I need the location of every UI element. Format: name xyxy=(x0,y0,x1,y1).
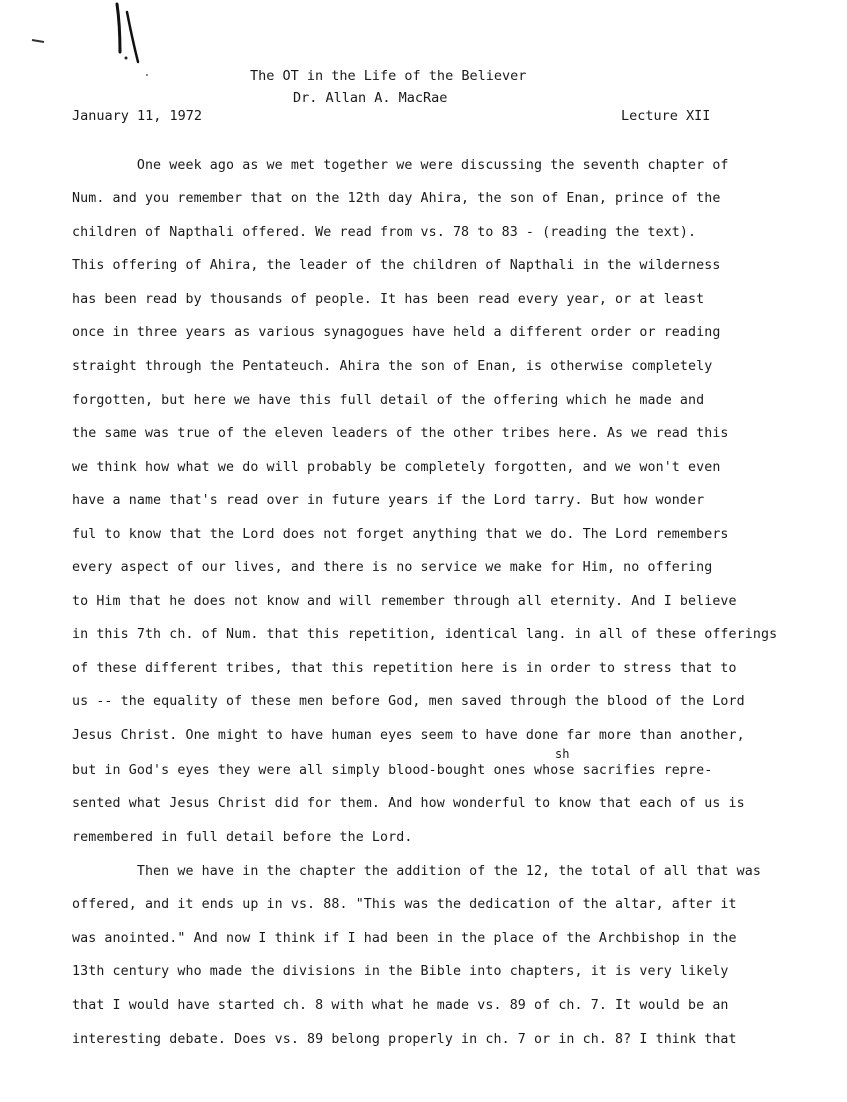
text-line: of these different tribes, that this repetition here is in order to stress that to xyxy=(72,661,737,676)
lecture-number: Lecture XII xyxy=(621,108,711,124)
text-line: One week ago as we met together we were discussing the seventh chapter of xyxy=(72,158,729,173)
text-line: This offering of Ahira, the leader of the children of Napthali in the wilderness xyxy=(72,258,721,273)
text-line: that I would have started ch. 8 with what he made vs. 89 of ch. 7. It would be an xyxy=(72,998,729,1013)
text-line: sented what Jesus Christ did for them. And how wonderful to know that each of us is xyxy=(72,796,745,811)
text-line: was anointed." And now I think if I had been in the place of the Archbishop in the xyxy=(72,931,737,946)
text-line: have a name that's read over in future years if the Lord tarry. But how wonder xyxy=(72,493,705,508)
text-line: straight through the Pentateuch. Ahira the son of Enan, is otherwise completely xyxy=(72,359,713,374)
stray-dash xyxy=(32,40,44,42)
text-line: offered, and it ends up in vs. 88. "This was the dedication of the altar, after it xyxy=(72,897,737,912)
text-line: 13th century who made the divisions in the Bible into chapters, it is very likely xyxy=(72,964,729,979)
text-line: Num. and you remember that on the 12th day Ahira, the son of Enan, prince of the xyxy=(72,191,721,206)
text-line: remembered in full detail before the Lord. xyxy=(72,830,413,845)
text-line: Jesus Christ. One might to have human eyes seem to have done far more than another, xyxy=(72,728,745,743)
document-author: Dr. Allan A. MacRae xyxy=(293,90,448,106)
stray-dot xyxy=(125,57,128,60)
document-date: January 11, 1972 xyxy=(72,108,203,124)
text-line: interesting debate. Does vs. 89 belong properly in ch. 7 or in ch. 8? I think that xyxy=(72,1032,737,1047)
text-line: us -- the equality of these men before God, men saved through the blood of the Lord xyxy=(72,694,745,709)
text-line: the same was true of the eleven leaders of the other tribes here. As we read this xyxy=(72,426,729,441)
text-line: forgotten, but here we have this full detail of the offering which he made and xyxy=(72,393,705,408)
text-line: once in three years as various synagogues have held a different order or reading xyxy=(72,325,721,340)
handwritten-correction: sh xyxy=(555,747,570,761)
pen-stroke-right xyxy=(127,12,138,62)
text-line: children of Napthali offered. We read from vs. 78 to 83 - (reading the text). xyxy=(72,225,697,240)
stray-dot-2 xyxy=(146,74,148,76)
document-title: The OT in the Life of the Believer xyxy=(250,68,527,84)
handwritten-marks xyxy=(20,0,170,80)
text-line: ful to know that the Lord does not forget anything that we do. The Lord remembers xyxy=(72,527,729,542)
text-line: every aspect of our lives, and there is no service we make for Him, no offering xyxy=(72,560,713,575)
text-line: Then we have in the chapter the addition of the 12, the total of all that was xyxy=(72,864,761,879)
text-line: we think how what we do will probably be completely forgotten, and we won't even xyxy=(72,460,721,475)
text-line: has been read by thousands of people. It has been read every year, or at least xyxy=(72,292,705,307)
text-line: in this 7th ch. of Num. that this repetition, identical lang. in all of these offerings xyxy=(72,627,778,642)
text-line: to Him that he does not know and will remember through all eternity. And I believe xyxy=(72,594,737,609)
pen-stroke-left xyxy=(117,4,120,52)
text-line: but in God's eyes they were all simply blood-bought ones whose sacrifies repre- xyxy=(72,763,713,778)
